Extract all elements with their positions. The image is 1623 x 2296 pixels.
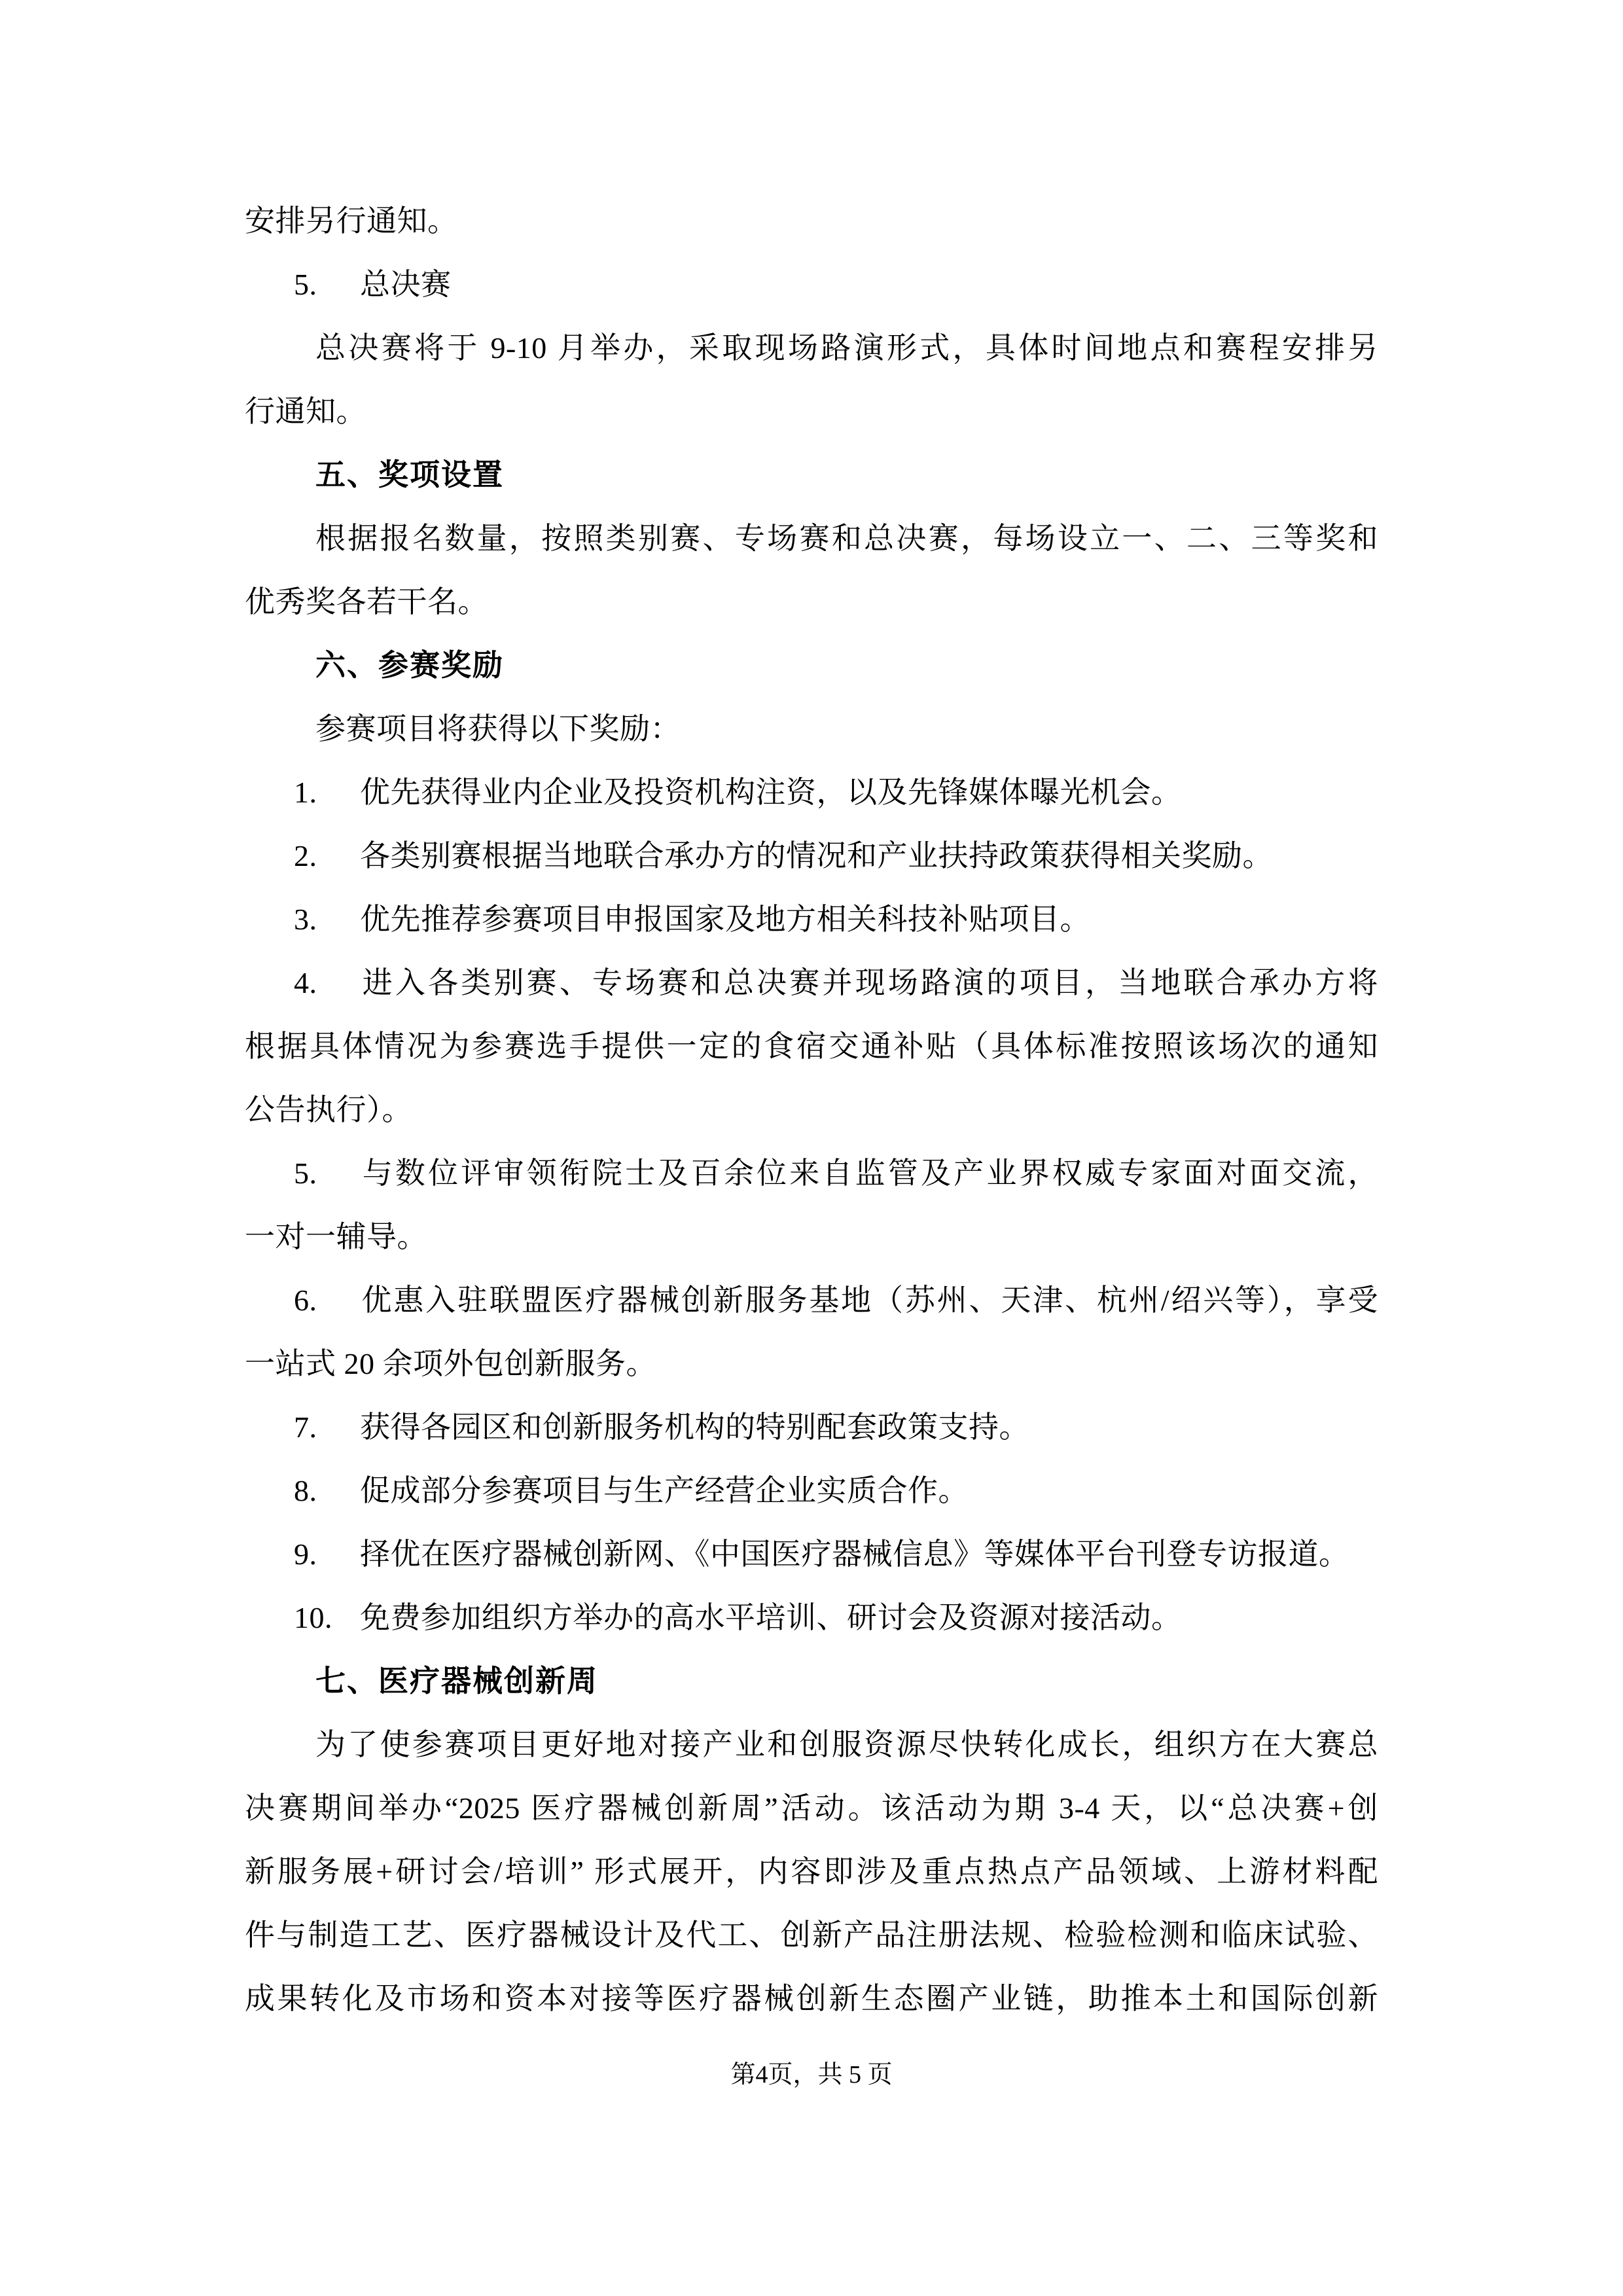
line-text: 新服务展+研讨会/培训” 形式展开，内容即涉及重点热点产品领域、上游材料配 [245, 1855, 1378, 1888]
text-line [245, 1332, 1378, 1395]
text-line [245, 253, 1378, 316]
text-line [245, 380, 1378, 443]
list-number: 1. [294, 776, 317, 809]
line-text: 优惠入驻联盟医疗器械创新服务基地（苏州、天津、杭州/绍兴等），享受 [360, 1283, 1378, 1317]
text-line [245, 1014, 1378, 1078]
line-text: 与数位评审领衔院士及百余位来自监管及产业界权威专家面对面交流， [360, 1157, 1378, 1190]
text-line [245, 1713, 1378, 1776]
text-line [245, 1395, 1378, 1459]
list-number: 3. [294, 903, 317, 936]
heading-line [245, 443, 1378, 507]
text-line [245, 1903, 1378, 1967]
text-line [245, 570, 1378, 634]
text-line [245, 1840, 1378, 1903]
line-text: 择优在医疗器械创新网、《中国医疗器械信息》等媒体平台刊登专访报道。 [360, 1537, 1349, 1571]
list-number: 6. [294, 1283, 317, 1317]
list-number: 8. [294, 1474, 317, 1507]
text-line [245, 951, 1378, 1014]
heading-line [245, 634, 1378, 697]
text-line [245, 1586, 1378, 1649]
line-text: 优秀奖各若干名。 [245, 585, 488, 619]
line-text: 总决赛将于 9-10 月举办，采取现场路演形式，具体时间地点和赛程安排另 [315, 331, 1378, 365]
line-text: 一站式 20 余项外包创新服务。 [245, 1347, 656, 1380]
heading-line [245, 1649, 1378, 1713]
text-line [245, 1141, 1378, 1205]
list-number: 4. [294, 966, 317, 999]
line-text: 六、参赛奖励 [315, 648, 504, 682]
line-text: 获得各园区和创新服务机构的特别配套政策支持。 [360, 1410, 1029, 1444]
text-line [245, 1776, 1378, 1840]
line-text: 各类别赛根据当地联合承办方的情况和产业扶持政策获得相关奖励。 [360, 839, 1273, 872]
text-line [245, 189, 1378, 253]
line-text: 成果转化及市场和资本对接等医疗器械创新生态圈产业链，助推本土和国际创新 [245, 1982, 1378, 2015]
list-number: 10. [294, 1601, 332, 1634]
text-line [245, 824, 1378, 888]
text-line [245, 888, 1378, 951]
line-text: 为了使参赛项目更好地对接产业和创服资源尽快转化成长，组织方在大赛总 [315, 1728, 1378, 1761]
text-line [245, 1205, 1378, 1268]
line-text: 参赛项目将获得以下奖励： [315, 712, 681, 745]
list-number: 7. [294, 1410, 317, 1444]
list-number: 5. [294, 1157, 317, 1190]
line-text: 七、医疗器械创新周 [315, 1664, 598, 1698]
line-text: 根据报名数量，按照类别赛、专场赛和总决赛，每场设立一、二、三等奖和 [315, 522, 1378, 555]
line-text: 决赛期间举办“2025 医疗器械创新周”活动。该活动为期 3-4 天，以“总决赛+创 [245, 1791, 1378, 1825]
text-line [245, 1522, 1378, 1586]
page-footer: 第4页，共 5 页 [730, 2061, 893, 2089]
text-line [245, 1268, 1378, 1332]
text-line [245, 761, 1378, 824]
line-text: 安排另行通知。 [245, 204, 458, 238]
text-line [245, 316, 1378, 380]
line-text: 件与制造工艺、医疗器械设计及代工、创新产品注册法规、检验检测和临床试验、 [245, 1918, 1378, 1952]
line-text: 优先获得业内企业及投资机构注资，以及先锋媒体曝光机会。 [360, 776, 1182, 809]
line-text: 根据具体情况为参赛选手提供一定的食宿交通补贴（具体标准按照该场次的通知 [245, 1030, 1378, 1063]
text-line [245, 697, 1378, 761]
line-text: 优先推荐参赛项目申报国家及地方相关科技补贴项目。 [360, 903, 1090, 936]
text-line [245, 1967, 1378, 2030]
line-text: 行通知。 [245, 395, 366, 428]
text-line [245, 1078, 1378, 1141]
list-number: 9. [294, 1537, 317, 1571]
line-text: 进入各类别赛、专场赛和总决赛并现场路演的项目，当地联合承办方将 [360, 966, 1378, 999]
line-text: 免费参加组织方举办的高水平培训、研讨会及资源对接活动。 [360, 1601, 1182, 1634]
list-number: 5. [294, 268, 317, 301]
list-number: 2. [294, 839, 317, 872]
line-text: 促成部分参赛项目与生产经营企业实质合作。 [360, 1474, 969, 1507]
text-line [245, 1459, 1378, 1522]
document-body [245, 189, 1378, 2030]
line-text: 总决赛 [360, 268, 452, 301]
line-text: 一对一辅导。 [245, 1220, 427, 1253]
text-line [245, 507, 1378, 570]
line-text: 五、奖项设置 [315, 457, 504, 492]
line-text: 公告执行）。 [245, 1093, 412, 1126]
